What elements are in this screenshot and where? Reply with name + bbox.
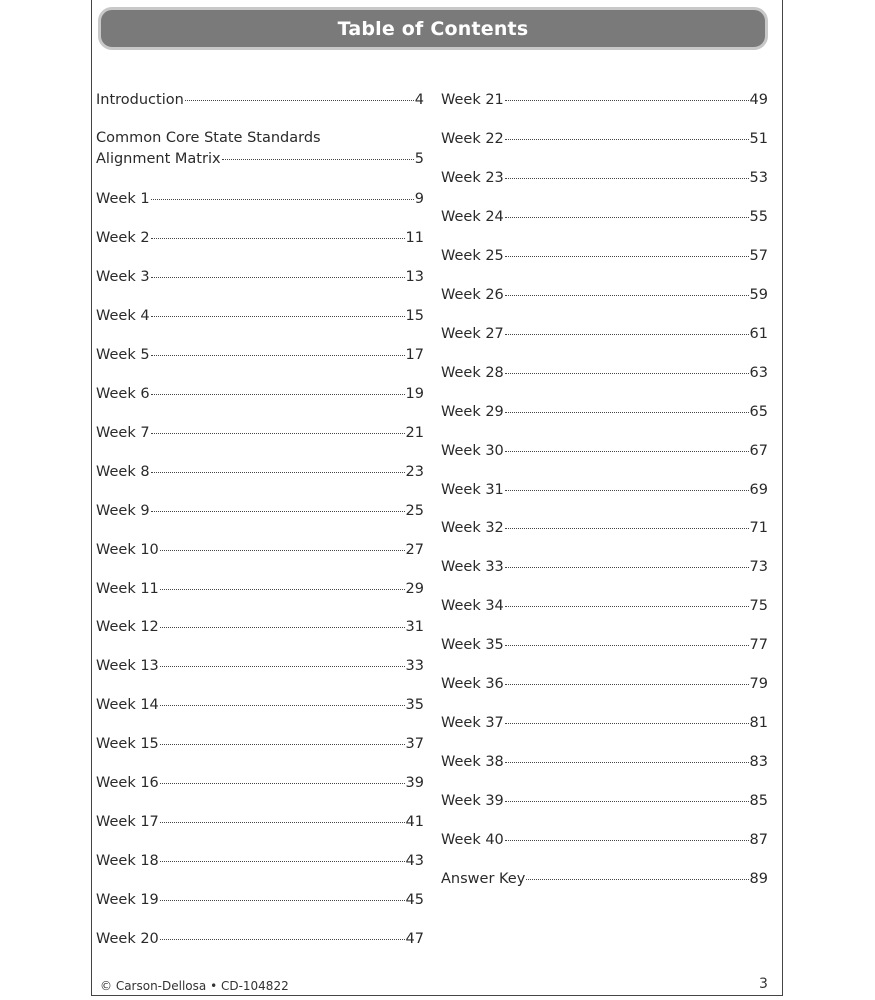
- toc-entry-label: Week 5: [96, 346, 150, 363]
- toc-entry-page: 21: [405, 424, 424, 441]
- toc-entry-page: 77: [749, 637, 768, 654]
- toc-entry-page: 11: [405, 229, 424, 246]
- dot-leader: [160, 861, 405, 862]
- toc-entry: [441, 481, 768, 499]
- toc-entry-label: Week 29: [441, 403, 504, 420]
- toc-entry-page: 59: [749, 286, 768, 303]
- toc-entry: [96, 502, 424, 520]
- toc-entry-label: Week 24: [441, 208, 504, 225]
- toc-entry-page: 53: [749, 169, 768, 186]
- toc-entry: [96, 541, 424, 559]
- dot-leader: [151, 238, 405, 239]
- toc-entry-label: Answer Key: [441, 871, 526, 887]
- page-title: Table of Contents: [337, 17, 529, 40]
- dot-leader: [505, 606, 749, 607]
- toc-entry-label: Week 18: [96, 853, 159, 870]
- dot-leader: [505, 412, 749, 413]
- toc-entry-line2: [96, 149, 424, 170]
- toc-entry-label: Week 4: [96, 307, 150, 324]
- dot-leader: [505, 645, 749, 646]
- toc-entry-page: 75: [749, 598, 768, 615]
- toc-entry-label: Week 21: [441, 92, 504, 108]
- toc-entry: [441, 792, 768, 810]
- toc-entry: [441, 364, 768, 382]
- toc-entry-page: 35: [405, 697, 424, 714]
- toc-entry: [96, 346, 424, 364]
- toc-entry: [441, 91, 768, 109]
- toc-entry-label: Week 31: [441, 481, 504, 498]
- dot-leader: [505, 256, 749, 257]
- toc-entry-page: 63: [749, 364, 768, 381]
- dot-leader: [151, 199, 414, 200]
- toc-entry-label: Week 28: [441, 364, 504, 381]
- toc-entry-label: Common Core State Standards: [96, 130, 321, 146]
- toc-entry-page: 33: [405, 658, 424, 675]
- toc-entry-label: Week 36: [441, 676, 504, 693]
- toc-entry: [96, 657, 424, 675]
- toc-entry-page: 23: [405, 463, 424, 480]
- dot-leader: [505, 801, 749, 802]
- dot-leader: [160, 939, 405, 940]
- toc-entry-page: 47: [405, 931, 424, 948]
- toc-entry-page: 5: [414, 151, 424, 167]
- toc-entry-page: 85: [749, 793, 768, 810]
- toc-entry-label: Introduction: [96, 92, 184, 108]
- toc-entry-page: 25: [405, 502, 424, 519]
- toc-entry: [96, 930, 424, 948]
- toc-entry-page: 51: [749, 130, 768, 147]
- toc-entry-page: 61: [749, 325, 768, 342]
- toc-entry-label: Week 1: [96, 191, 150, 207]
- dot-leader: [505, 567, 749, 568]
- dot-leader: [505, 723, 749, 724]
- dot-leader: [505, 295, 749, 296]
- toc-entry-page: 41: [405, 814, 424, 831]
- dot-leader: [505, 840, 749, 841]
- toc-entry-label: Week 6: [96, 385, 150, 402]
- toc-entry-page: 39: [405, 775, 424, 792]
- toc-entry: [441, 403, 768, 421]
- dot-leader: [160, 783, 405, 784]
- toc-entry-page: 67: [749, 442, 768, 459]
- toc-entry: [441, 286, 768, 304]
- page-number: 3: [759, 976, 768, 992]
- toc-entry: [441, 169, 768, 187]
- dot-leader: [505, 178, 749, 179]
- dot-leader: [160, 550, 405, 551]
- toc-entry-page: 81: [749, 715, 768, 732]
- toc-entry: [96, 891, 424, 909]
- toc-entry-label: Week 32: [441, 520, 504, 537]
- toc-entry-label: Week 23: [441, 169, 504, 186]
- toc-entry: [96, 852, 424, 870]
- toc-entry: [96, 618, 424, 636]
- toc-entry-label: Week 37: [441, 715, 504, 732]
- toc-entry-page: 9: [414, 191, 424, 207]
- toc-entry-label: Week 2: [96, 229, 150, 246]
- toc-entry-page: 65: [749, 403, 768, 420]
- toc-entry-page: 19: [405, 385, 424, 402]
- toc-entry-page: 43: [405, 853, 424, 870]
- toc-entry: [441, 558, 768, 576]
- toc-entry-label: Week 10: [96, 541, 159, 558]
- dot-leader: [505, 490, 749, 491]
- toc-entry-page: 87: [749, 832, 768, 849]
- toc-entry-label: Week 39: [441, 793, 504, 810]
- dot-leader: [505, 100, 749, 101]
- toc-entry-label: Week 30: [441, 442, 504, 459]
- toc-entry-page: 27: [405, 541, 424, 558]
- toc-entry-label: Week 11: [96, 580, 159, 597]
- toc-entry: [96, 463, 424, 481]
- title-banner: [98, 7, 768, 50]
- toc-entry: [96, 268, 424, 286]
- dot-leader: [151, 394, 405, 395]
- dot-leader: [151, 316, 405, 317]
- dot-leader: [160, 666, 405, 667]
- toc-entry-page: 79: [749, 676, 768, 693]
- toc-entry: [96, 580, 424, 598]
- dot-leader: [505, 762, 749, 763]
- toc-entry-alignment-matrix: [96, 128, 424, 170]
- toc-entry: [441, 675, 768, 693]
- toc-entry: [96, 424, 424, 442]
- dot-leader: [505, 139, 749, 140]
- toc-entry-label: Week 17: [96, 814, 159, 831]
- toc-entry-label: Week 19: [96, 892, 159, 909]
- dot-leader: [160, 627, 405, 628]
- dot-leader: [160, 822, 405, 823]
- toc-entry-page: 4: [414, 92, 424, 108]
- toc-entry-label: Week 7: [96, 424, 150, 441]
- toc-entry-label: Week 12: [96, 619, 159, 636]
- toc-entry-label: Week 33: [441, 559, 504, 576]
- toc-entry: [441, 636, 768, 654]
- toc-entry: [96, 307, 424, 325]
- toc-entry-page: 83: [749, 754, 768, 771]
- toc-entry-page: 71: [749, 520, 768, 537]
- dot-leader: [185, 100, 414, 101]
- toc-entry-label: Week 20: [96, 931, 159, 948]
- toc-entry-label: Week 35: [441, 637, 504, 654]
- toc-entry-label: Week 22: [441, 130, 504, 147]
- toc-entry: [96, 735, 424, 753]
- dot-leader: [505, 684, 749, 685]
- toc-entry: [441, 753, 768, 771]
- dot-leader: [505, 334, 749, 335]
- toc-entry-label: Week 8: [96, 463, 150, 480]
- toc-entry-page: 31: [405, 619, 424, 636]
- toc-entry: [441, 714, 768, 732]
- toc-entry-page: 73: [749, 559, 768, 576]
- dot-leader: [160, 900, 405, 901]
- toc-entry-label: Week 27: [441, 325, 504, 342]
- dot-leader: [160, 744, 405, 745]
- toc-entry: [441, 519, 768, 537]
- toc-entry: [441, 831, 768, 849]
- toc-entry-page: 45: [405, 892, 424, 909]
- dot-leader: [151, 472, 405, 473]
- toc-entry: [96, 813, 424, 831]
- dot-leader: [160, 705, 405, 706]
- toc-entry: [441, 208, 768, 226]
- dot-leader: [505, 451, 749, 452]
- toc-entry: [96, 696, 424, 714]
- toc-entry: [441, 442, 768, 460]
- toc-entry-page: 69: [749, 481, 768, 498]
- toc-entry: [96, 774, 424, 792]
- dot-leader: [151, 511, 405, 512]
- dot-leader: [151, 355, 405, 356]
- toc-entry-label: Week 9: [96, 502, 150, 519]
- toc-entry-label: Week 26: [441, 286, 504, 303]
- copyright-footer: © Carson-Dellosa • CD-104822: [100, 979, 289, 993]
- toc-entry-page: 17: [405, 346, 424, 363]
- toc-entry-page: 89: [749, 871, 768, 887]
- toc-entry-label: Week 13: [96, 658, 159, 675]
- toc-entry: [441, 130, 768, 148]
- dot-leader: [505, 217, 749, 218]
- toc-entry: [96, 385, 424, 403]
- toc-entry-label: Week 16: [96, 775, 159, 792]
- toc-entry-label: Week 14: [96, 697, 159, 714]
- dot-leader: [505, 528, 749, 529]
- dot-leader: [151, 277, 405, 278]
- toc-entry: [441, 597, 768, 615]
- toc-entry: [96, 229, 424, 247]
- dot-leader: [222, 159, 414, 160]
- toc-entry: [96, 190, 424, 208]
- toc-entry-page: 13: [405, 268, 424, 285]
- toc-entry: [441, 325, 768, 343]
- toc-entry-page: 57: [749, 247, 768, 264]
- toc-entry: [441, 247, 768, 265]
- toc-entry-page: 49: [749, 92, 768, 108]
- toc-entry-page: 37: [405, 736, 424, 753]
- toc-entry-label: Week 15: [96, 736, 159, 753]
- toc-entry-label: Week 34: [441, 598, 504, 615]
- toc-entry-introduction: [96, 91, 424, 109]
- toc-entry-label: Week 3: [96, 268, 150, 285]
- toc-entry-page: 55: [749, 208, 768, 225]
- dot-leader: [151, 433, 405, 434]
- toc-entry-label: Alignment Matrix: [96, 151, 221, 167]
- toc-entry: [441, 870, 768, 888]
- toc-entry-label: Week 38: [441, 754, 504, 771]
- dot-leader: [505, 373, 749, 374]
- dot-leader: [526, 879, 748, 880]
- toc-entry-page: 15: [405, 307, 424, 324]
- toc-entry-label: Week 25: [441, 247, 504, 264]
- dot-leader: [160, 589, 405, 590]
- toc-entry-page: 29: [405, 580, 424, 597]
- toc-entry-label: Week 40: [441, 832, 504, 849]
